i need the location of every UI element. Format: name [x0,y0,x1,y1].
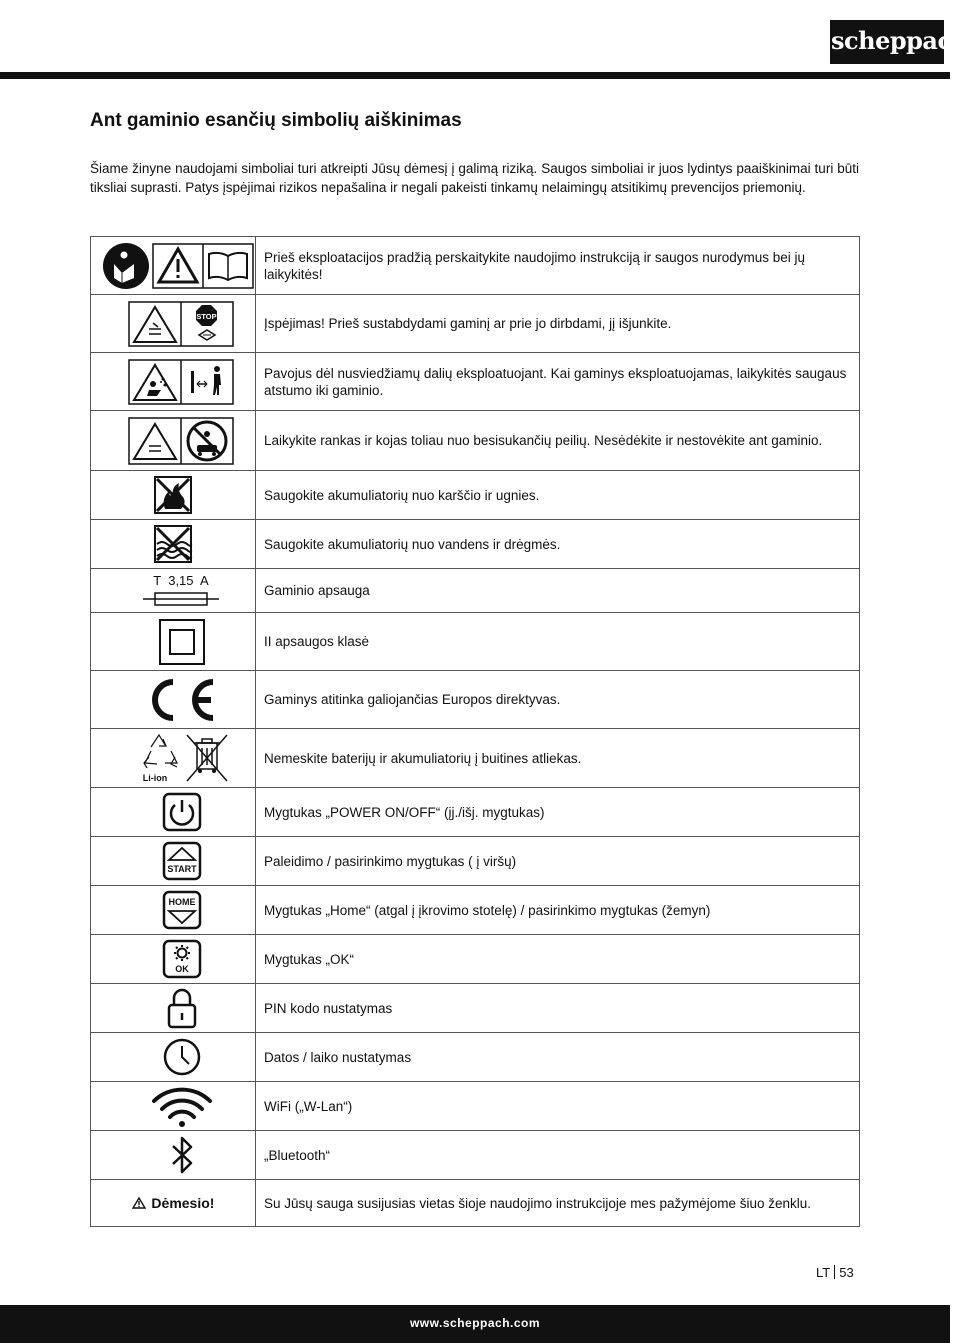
fuse-label: T 3,15 A [153,572,209,588]
symbol-description: Nemeskite baterijų ir akumuliatorių į buitines atliekas. [256,729,860,788]
symbol-description: Saugokite akumuliatorių nuo karščio ir ugnies. [256,471,860,520]
intro-paragraph: Šiame žinyne naudojami simboliai turi atkreipti Jūsų dėmesį į galimą riziką. Saugos simboliai ir juos lydintys paaiškinimai turi būti tiksliai suprasti. Patys įspėjimai rizikos nepašalina ir negali pakeisti tinkamų nelaimingų atsitikimų prevencijos priemonių. [90,161,859,195]
symbol-cell [91,1082,256,1131]
symbol-description: Įspėjimas! Prieš sustabdydami gaminį ar prie jo dirbdami, jį išjunkite. [256,295,860,353]
page-separator [834,1265,835,1279]
table-row [91,837,860,886]
symbol-description: Mygtukas „OK“ [256,935,860,984]
warning-label-text: Dėmesio! [151,1194,215,1211]
table-row [91,569,860,613]
table-row [91,788,860,837]
symbol-description: Paleidimo / pasirinkimo mygtukas ( į viršų) [256,837,860,886]
symbol-description: Mygtukas „POWER ON/OFF“ (įj./išj. mygtukas) [256,788,860,837]
symbol-description: Gaminys atitinka galiojančias Europos direktyvas. [256,671,860,729]
symbol-cell [91,1033,256,1082]
symbol-cell [91,613,256,671]
symbol-cell [91,411,256,471]
table-row [91,295,860,353]
symbol-description: Mygtukas „Home“ (atgal į įkrovimo stotelę) / pasirinkimo mygtukas (žemyn) [256,886,860,935]
symbol-cell [91,353,256,411]
table-row [91,886,860,935]
ok-label: OK [175,964,189,974]
symbol-cell [91,837,256,886]
symbol-description: Gaminio apsauga [256,569,860,613]
warning-label [132,1195,215,1211]
bluetooth-icon [91,1133,255,1177]
symbol-cell [91,729,256,788]
symbol-cell [91,1131,256,1180]
table-row [91,353,860,411]
page-title: Ant gaminio esančių simbolių aiškinimas [90,110,462,131]
table-row [91,613,860,671]
symbol-cell [91,671,256,729]
thrown-parts-distance-icon [91,357,255,407]
symbol-description: Pavojus dėl nusviedžiamų dalių eksploatuojant. Kai gaminys eksploatuojamas, laikykitės saugaus atstumo iki gaminio. [256,353,860,411]
table-row [91,1131,860,1180]
symbol-description: II apsaugos klasė [256,613,860,671]
brand-logo: scheppach [830,20,944,64]
symbol-description: Su Jūsų sauga susijusias vietas šioje naudojimo instrukcijoje mes pažymėjome šiuo ženklu. [256,1180,860,1227]
table-row [91,411,860,471]
symbol-table [90,236,860,1227]
symbol-cell [91,295,256,353]
symbol-cell [91,886,256,935]
table-row [91,984,860,1033]
symbol-cell [91,1180,256,1227]
switch-off-before-work-icon [91,299,255,349]
power-button-icon [91,790,255,834]
footer-url: www.scheppach.com [0,1305,950,1343]
protection-class-ii-icon [91,617,255,667]
wifi-icon [91,1084,255,1128]
ok-button-icon [91,937,255,981]
read-manual-warning-book-icon [91,238,255,294]
symbol-description: PIN kodo nustatymas [256,984,860,1033]
table-row [91,935,860,984]
table-row [91,471,860,520]
symbol-cell [91,788,256,837]
home-label: HOME [168,897,196,907]
symbol-cell [91,471,256,520]
table-row [91,1033,860,1082]
symbol-description: „Bluetooth“ [256,1131,860,1180]
table-row [91,237,860,295]
page-number [816,1265,854,1280]
symbol-description: Laikykite rankas ir kojas toliau nuo besisukančių peilių. Nesėdėkite ir nestovėkite ant gaminio. [256,411,860,471]
symbol-description: WiFi („W-Lan“) [256,1082,860,1131]
symbol-cell [91,520,256,569]
symbol-description: Saugokite akumuliatorių nuo vandens ir drėgmės. [256,520,860,569]
page-lang: LT [816,1265,831,1280]
clock-icon [91,1035,255,1079]
symbol-description: Datos / laiko nustatymas [256,1033,860,1082]
symbol-cell [91,984,256,1033]
table-row [91,671,860,729]
lock-icon [91,986,255,1030]
battery-water-icon [91,524,255,564]
table-row [91,1180,860,1227]
symbol-cell [91,237,256,295]
symbol-cell [91,935,256,984]
start-button-icon [91,839,255,883]
fuse-icon [91,570,255,612]
battery-heat-fire-icon [91,475,255,515]
header-bar [0,72,950,79]
ce-mark-icon [91,674,255,726]
symbol-description: Prieš eksploatacijos pradžią perskaitykite naudojimo instrukciją ir saugos nurodymus bei jų laikykitės! [256,237,860,295]
start-label: START [167,864,197,874]
page-num: 53 [839,1265,854,1280]
li-ion-label: Li-ion [142,773,168,783]
stop-label: STOP [196,311,217,321]
rotating-blades-no-standing-icon [91,414,255,468]
symbol-cell [91,569,256,613]
table-row [91,520,860,569]
warning-triangle-icon [132,1197,146,1209]
table-row [91,1082,860,1131]
li-ion-recycle-bin-icon [91,731,255,785]
home-button-icon [91,888,255,932]
table-row [91,729,860,788]
